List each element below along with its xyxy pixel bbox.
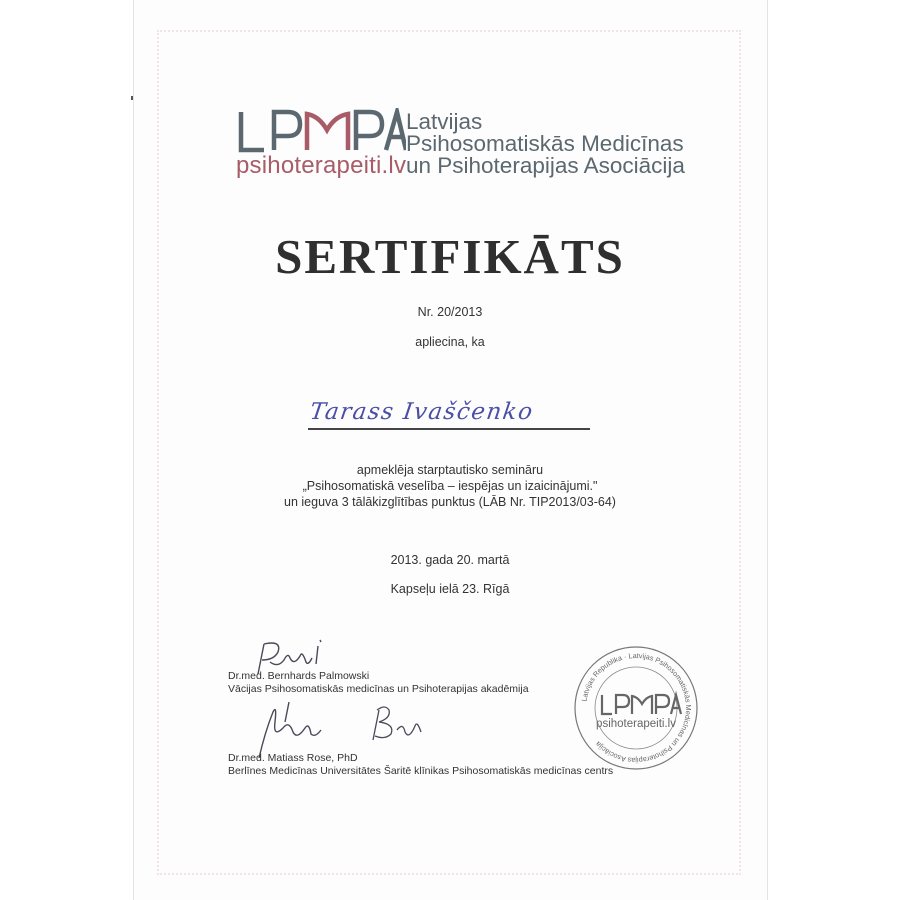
name-underline bbox=[308, 428, 590, 430]
logo-domain-text: psihoterapeiti.lv bbox=[236, 152, 407, 179]
association-name-line1: Latvijas bbox=[406, 109, 483, 134]
credits-text: un ieguva 3 tālākizglītības punktus (LĀB Nr. TIP2013/03-64) bbox=[284, 495, 616, 509]
stamp-ring-text: Latvijas Republika · Latvijas Psihosomatiskās Medicīnas un Psihoterapijas Asociācija bbox=[579, 650, 694, 766]
association-name-line3: un Psihoterapijas Asociācija bbox=[406, 153, 685, 178]
signatory-2-name: Dr.med. Matiass Rose, PhD bbox=[228, 752, 358, 764]
issue-place: Kapseļu ielā 23. Rīgā bbox=[390, 582, 510, 596]
signatory-1-name: Dr.med. Bernhards Palmowski bbox=[228, 670, 370, 682]
signatory-1-affiliation: Vācijas Psihosomatiskās medicīnas un Psihoterapijas akadēmija bbox=[228, 683, 529, 695]
certificate-title: SERTIFIKĀTS bbox=[275, 229, 625, 284]
certificate-number: Nr. 20/2013 bbox=[417, 305, 483, 319]
association-name-line2: Psihosomatiskās Medicīnas bbox=[406, 131, 684, 156]
stamp-domain: psihoterapeiti.lv bbox=[596, 718, 676, 730]
stamp-logo-mark bbox=[602, 695, 681, 714]
certifies-text: apliecina, ka bbox=[415, 335, 485, 349]
scan-mark bbox=[131, 98, 133, 100]
lpmpa-logo-mark bbox=[236, 108, 406, 154]
association-stamp bbox=[573, 645, 699, 771]
association-name bbox=[406, 111, 685, 177]
seminar-title: „Psihosomatiskā veselība – iespējas un izaicinājumi." bbox=[302, 479, 598, 493]
signatory-2-affiliation: Berlīnes Medicīnas Universitātes Šaritē klīnikas Psihosomatiskās medicīnas centrs bbox=[228, 765, 614, 777]
recipient-name: Tarass Ivaščenko bbox=[308, 399, 536, 425]
issue-date: 2013. gada 20. martā bbox=[390, 553, 510, 567]
attended-text: apmeklēja starptautisko semināru bbox=[356, 463, 544, 477]
